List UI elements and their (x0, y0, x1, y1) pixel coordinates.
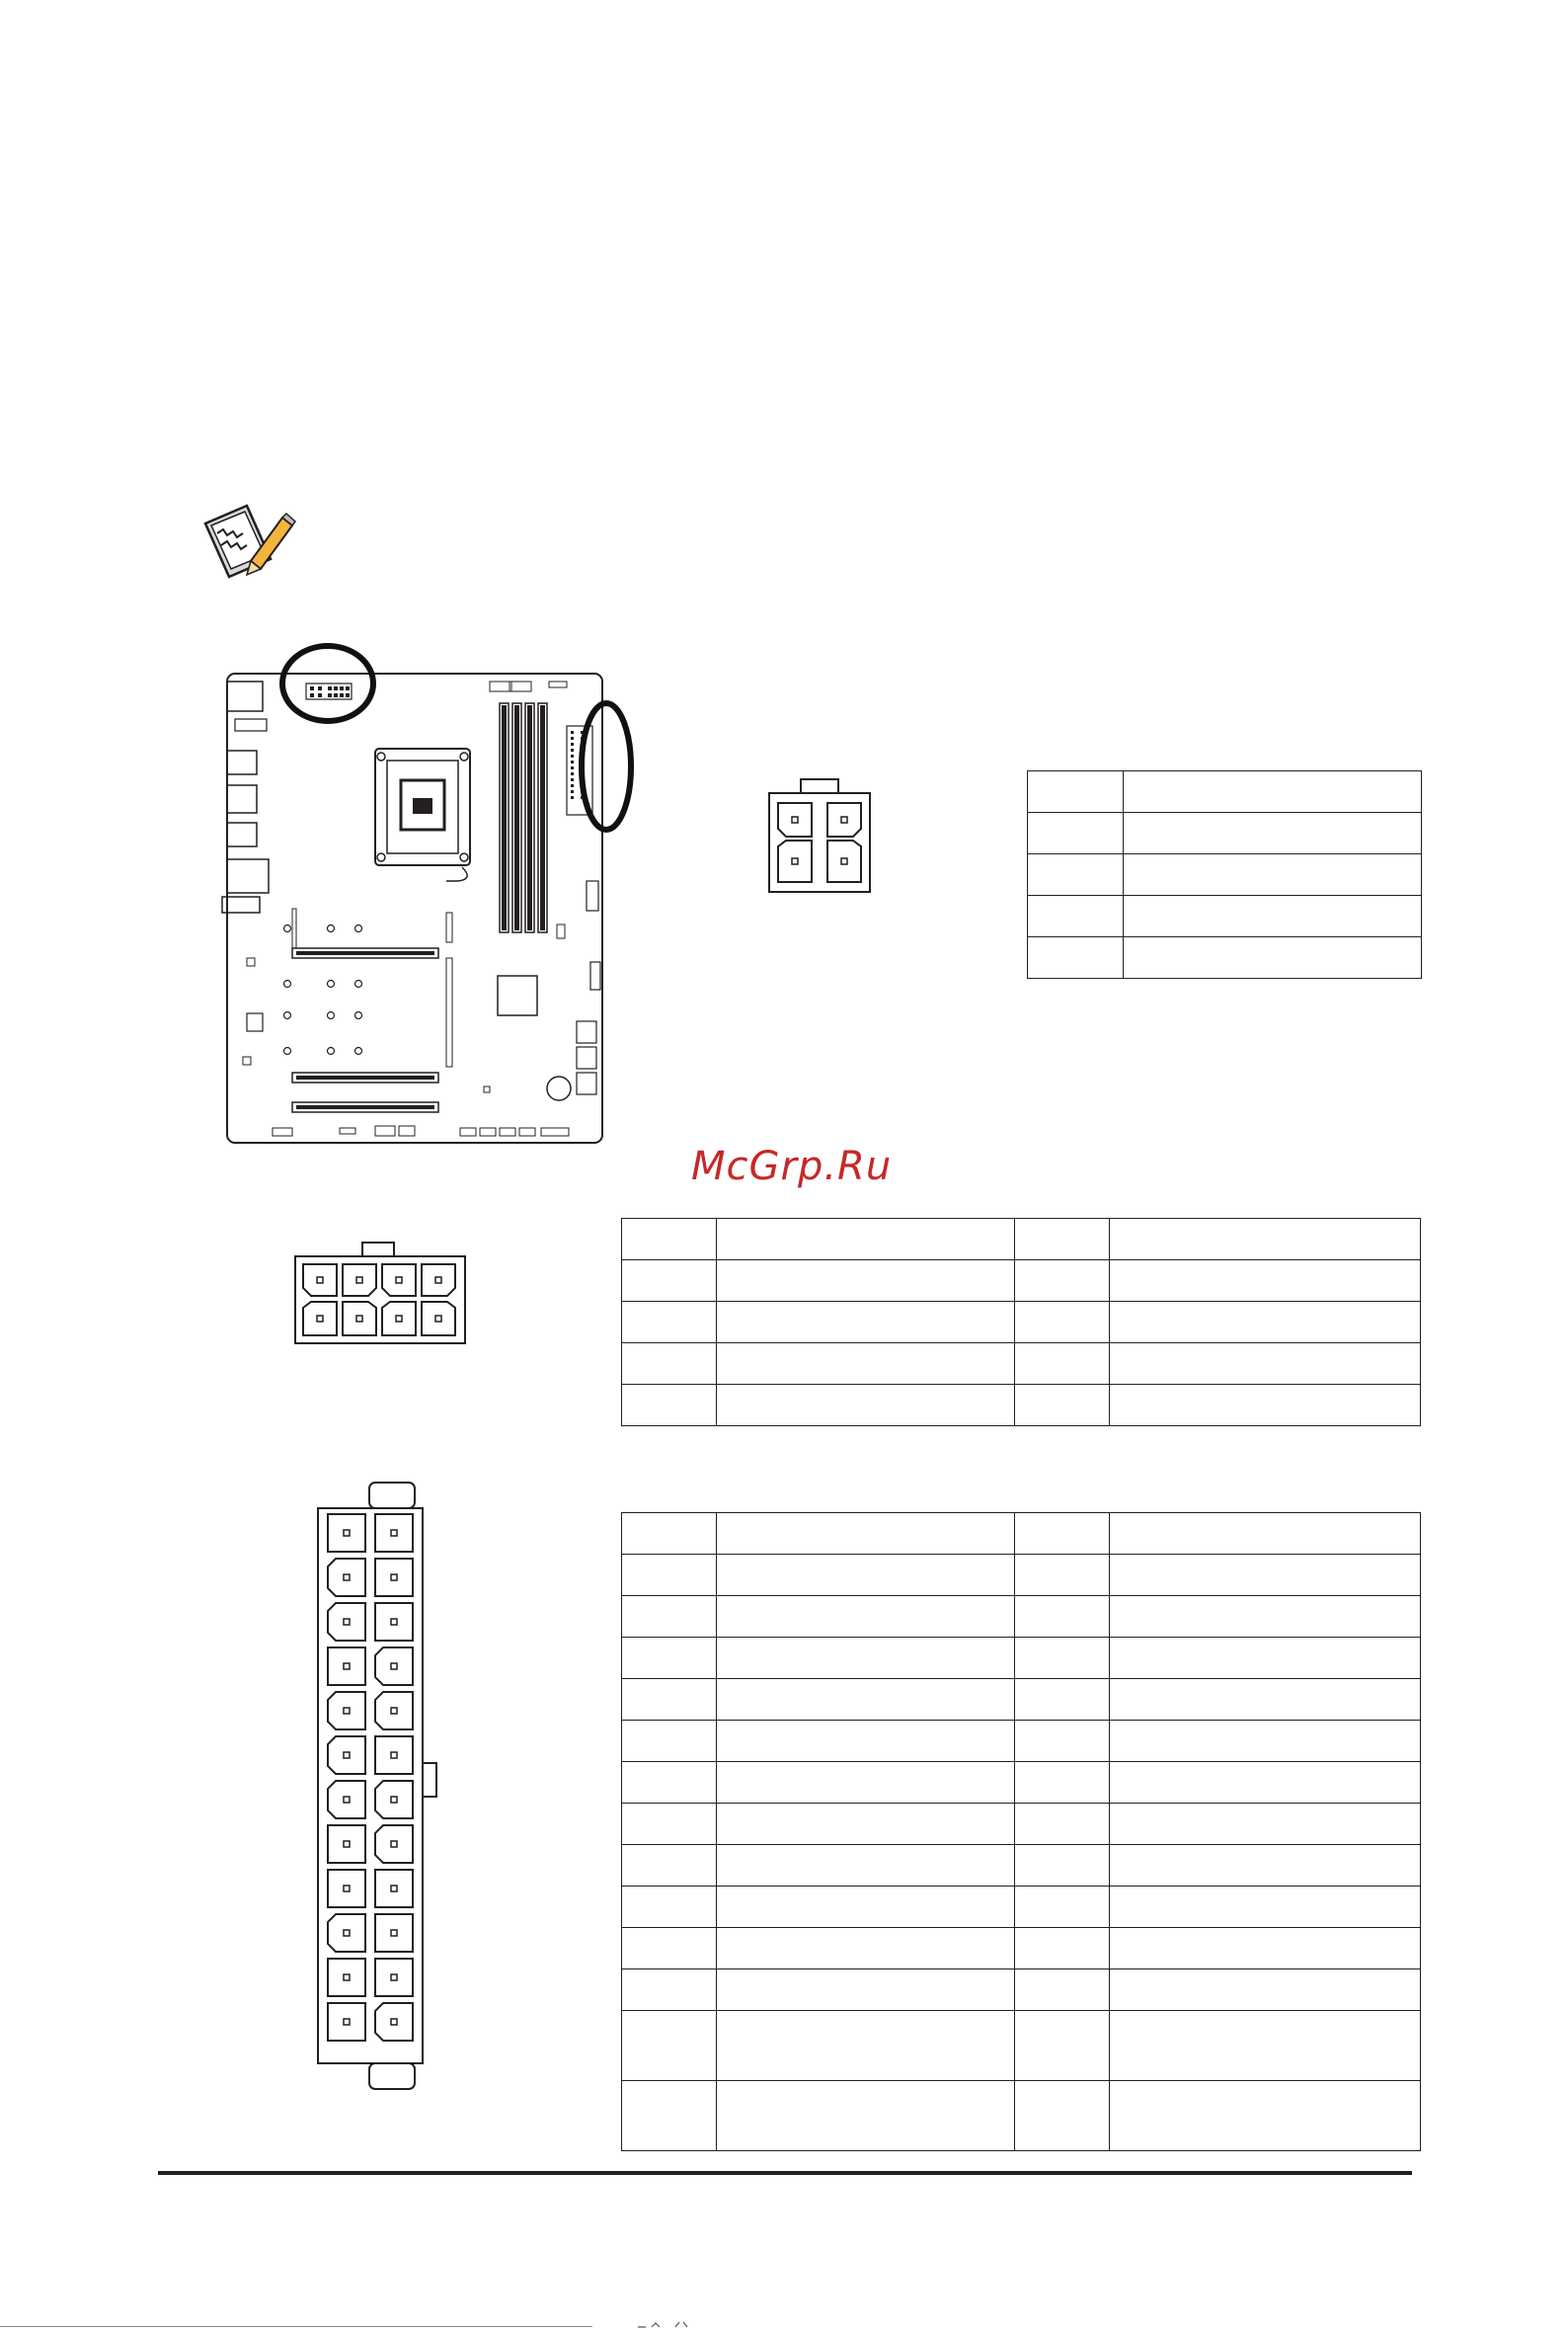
table-row (1028, 771, 1422, 813)
connector-pin-contact (391, 1797, 397, 1803)
note-pencil-icon (199, 502, 298, 583)
connector-pin-contact (391, 1841, 397, 1847)
connector-pin-contact (344, 1530, 350, 1536)
connector-pin-contact (391, 1530, 397, 1536)
atx-24pin-table (621, 1512, 1421, 2151)
table-row (622, 1638, 1421, 1679)
connector-pin-contact (344, 1752, 350, 1758)
connector-pin-contact (344, 1974, 350, 1980)
connector-pin-contact (391, 1974, 397, 1980)
connector-pin-contact (344, 1841, 350, 1847)
footer-rule (158, 2171, 1412, 2175)
connector-pin-contact (344, 2019, 350, 2025)
table-row (1028, 896, 1422, 937)
table-row (622, 1219, 1421, 1260)
table-row (622, 1513, 1421, 1555)
connector-pin-contact (344, 1708, 350, 1714)
bottom-edge-mark (636, 2321, 715, 2329)
connector-pin-contact (344, 1663, 350, 1669)
connector-pin-contact (391, 1752, 397, 1758)
table-row (622, 1385, 1421, 1426)
table-row (622, 1721, 1421, 1762)
connector-pin-contact (344, 1619, 350, 1625)
table-row (1028, 854, 1422, 896)
connector-pin-contact (391, 1708, 397, 1714)
connector-pin-contact (344, 1574, 350, 1580)
bottom-edge-rule (0, 2326, 592, 2327)
table-row (622, 1343, 1421, 1385)
connector-pin-contact (391, 1930, 397, 1936)
watermark-text: McGrp.Ru (691, 1144, 893, 1189)
atx12v-8pin-connector (291, 1241, 469, 1347)
table-row (622, 1928, 1421, 1969)
table-row (622, 1845, 1421, 1887)
atx12v-4pin-connector (765, 775, 874, 899)
atx12v-4pin-table (1027, 770, 1422, 979)
table-row (622, 1260, 1421, 1302)
atx-24pin-connector (314, 1477, 442, 2099)
connector-pin-contact (344, 1797, 350, 1803)
table-row (622, 1679, 1421, 1721)
table-row (622, 2081, 1421, 2151)
table-row (1028, 937, 1422, 979)
table-row (622, 1762, 1421, 1804)
table-row (1028, 813, 1422, 854)
motherboard-layout-diagram (217, 632, 652, 1156)
connector-pin-contact (391, 1886, 397, 1891)
table-row (622, 1804, 1421, 1845)
connector-pin-contact (344, 1886, 350, 1891)
connector-pin-contact (391, 1574, 397, 1580)
connector-pin-contact (391, 1619, 397, 1625)
table-row (622, 1596, 1421, 1638)
table-row (622, 1887, 1421, 1928)
table-row (622, 2011, 1421, 2081)
table-row (622, 1969, 1421, 2011)
atx12v-8pin-table (621, 1218, 1421, 1426)
connector-pin-contact (391, 2019, 397, 2025)
connector-pin-contact (391, 1663, 397, 1669)
table-row (622, 1302, 1421, 1343)
connector-pin-contact (344, 1930, 350, 1936)
table-row (622, 1555, 1421, 1596)
